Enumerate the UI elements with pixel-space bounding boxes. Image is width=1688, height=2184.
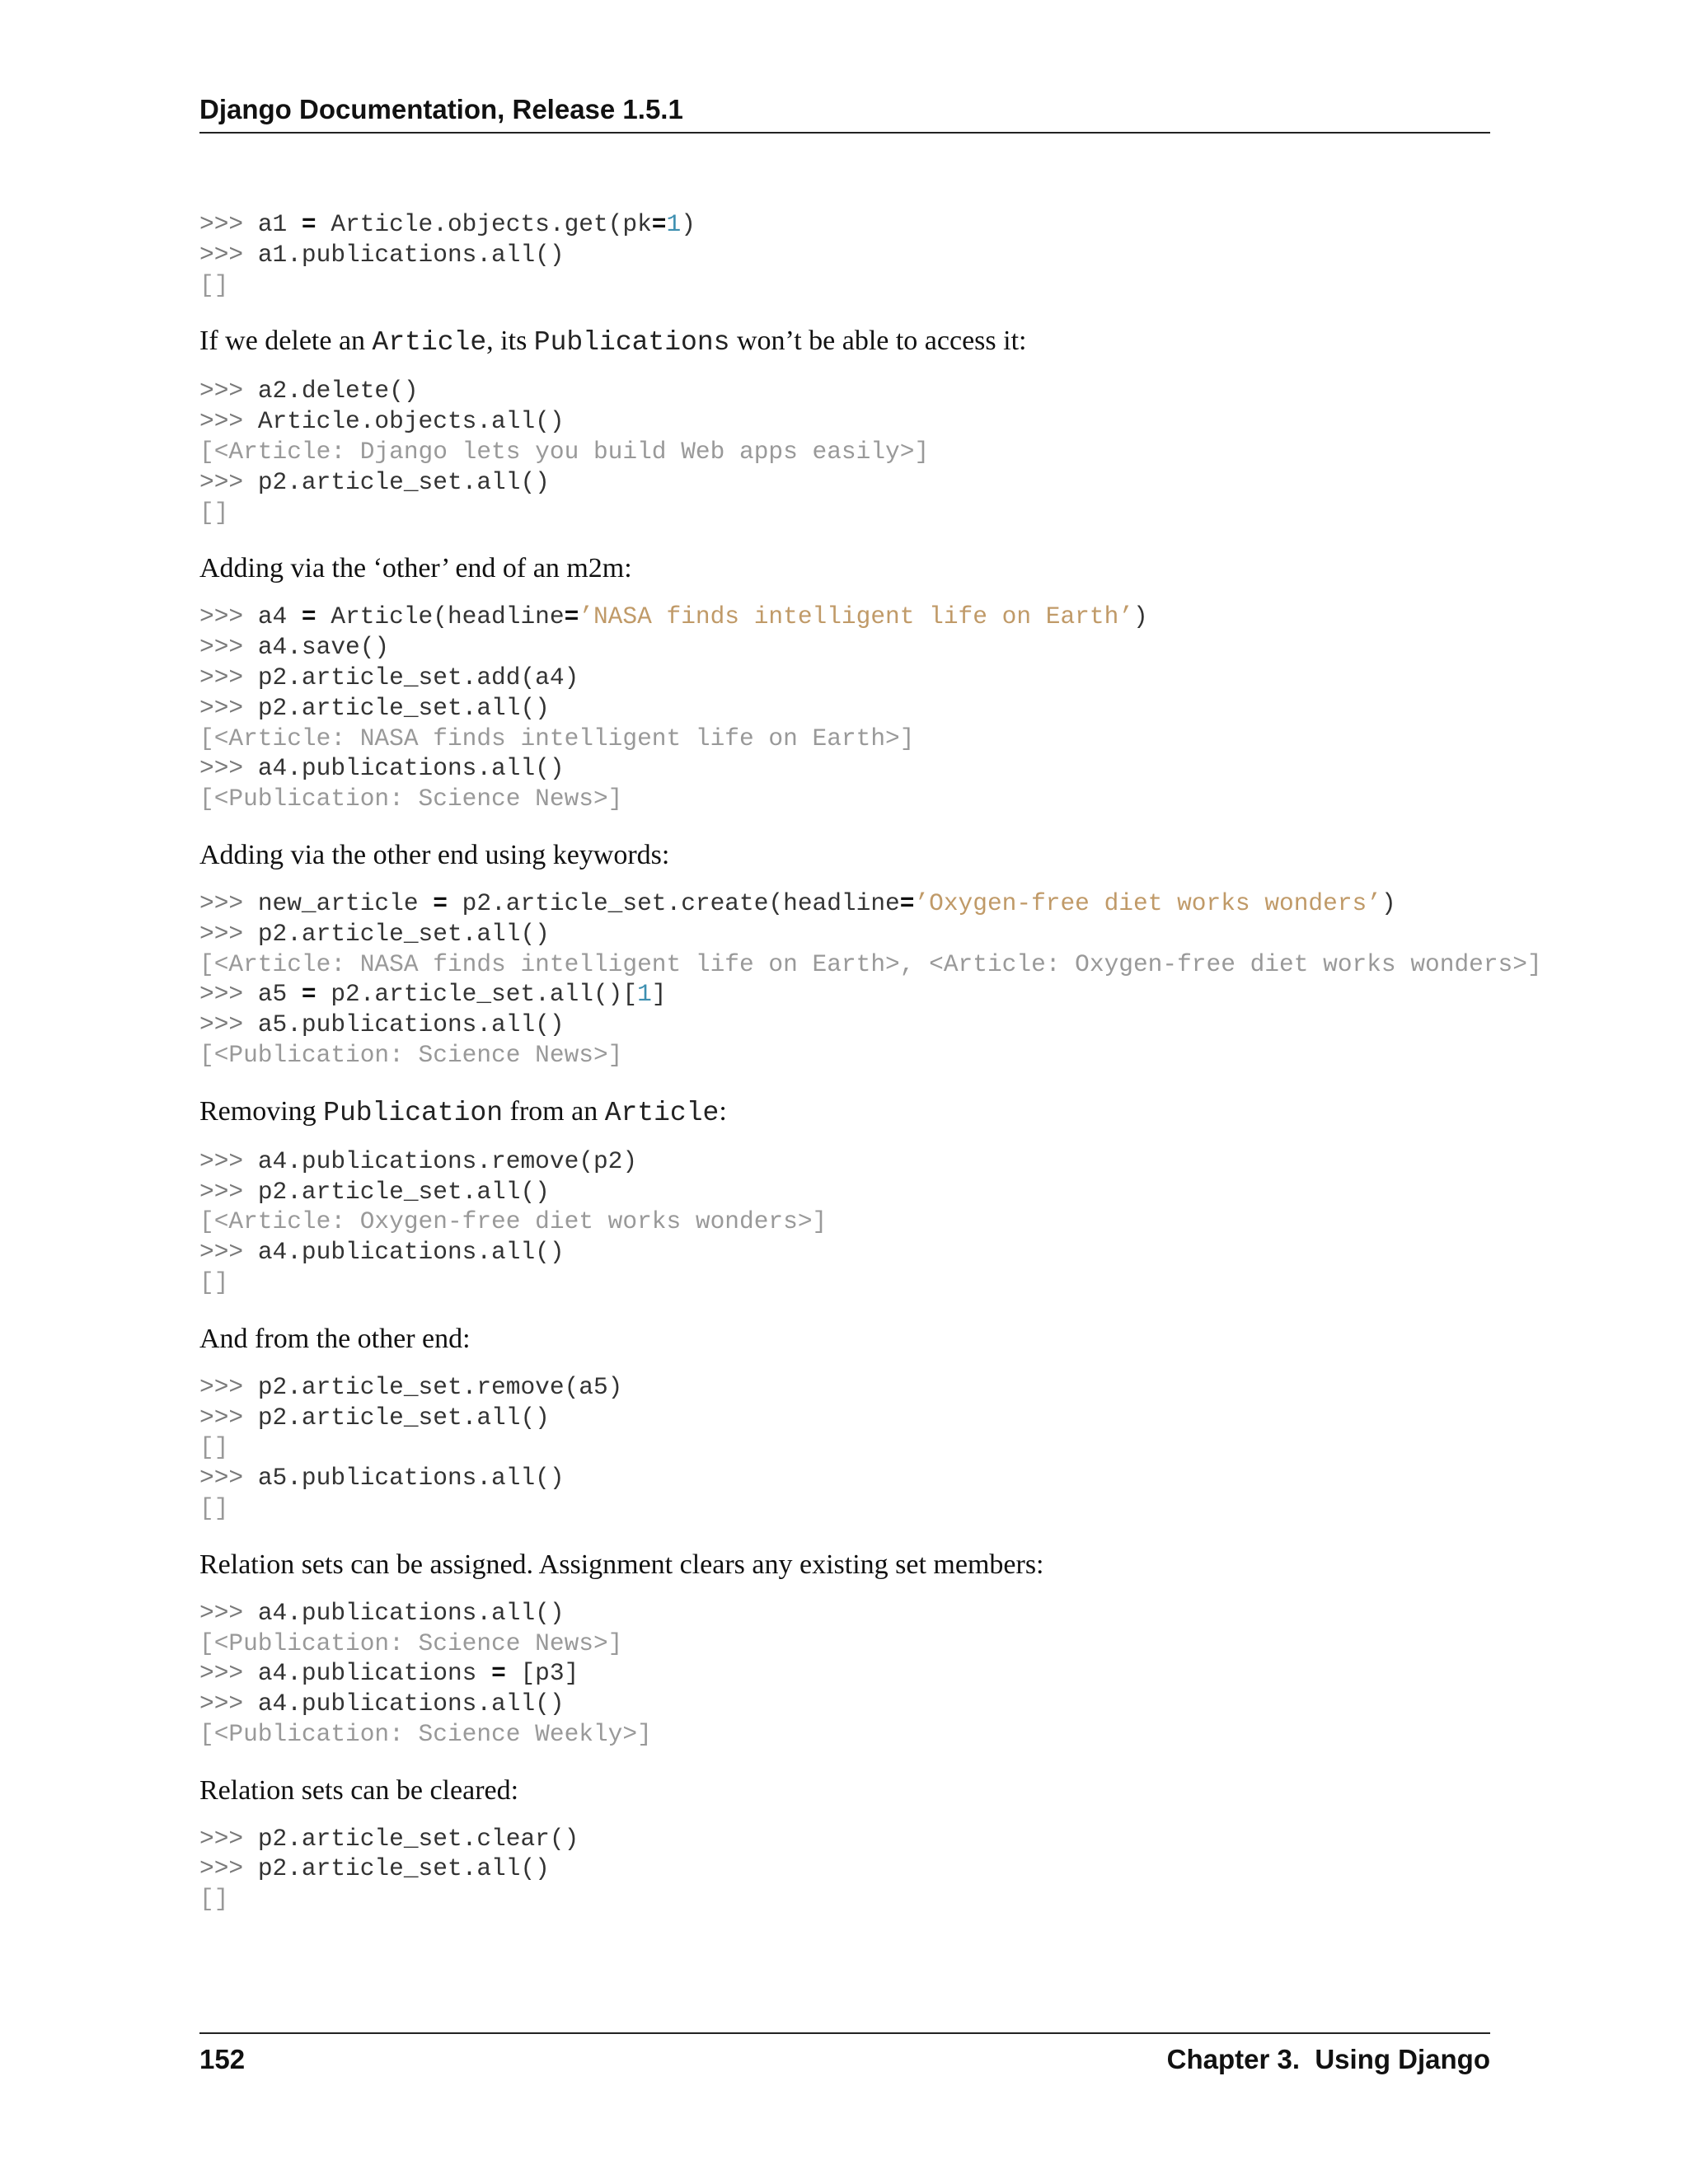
code-line <box>199 632 1551 663</box>
code-text: p2.article_set.remove(a5) <box>257 1372 623 1401</box>
code-line <box>199 1432 1551 1463</box>
code-block <box>199 1146 1551 1298</box>
code-block <box>199 209 1551 300</box>
paragraph <box>199 325 1551 359</box>
code-line <box>199 663 1551 693</box>
prompt-marker: >>> <box>199 377 258 405</box>
code-text: a5.publications.all() <box>257 1464 565 1493</box>
prompt-marker: >>> <box>199 240 258 269</box>
code-block <box>199 888 1551 1071</box>
code-text: Article(headline <box>316 602 565 631</box>
code-block <box>199 1372 1551 1524</box>
output-text: [<Publication: Science News>] <box>199 785 623 813</box>
output-text: [] <box>199 270 229 299</box>
code-line <box>199 1268 1551 1298</box>
output-text: [] <box>199 1268 229 1296</box>
code-text: new_article <box>257 888 434 917</box>
page-number: 152 <box>199 2044 246 2074</box>
prompt-marker: >>> <box>199 407 258 436</box>
document-title: Django Documentation, Release 1.5.1 <box>199 94 683 124</box>
paragraph <box>199 1774 1551 1807</box>
code-line <box>199 1403 1551 1433</box>
number-literal: 1 <box>637 980 652 1009</box>
code-line <box>199 1177 1551 1207</box>
code-line <box>199 602 1551 632</box>
code-line <box>199 1237 1551 1268</box>
paragraph-text: Removing <box>199 1095 324 1127</box>
paragraph <box>199 839 1551 872</box>
code-line <box>199 1824 1551 1854</box>
prompt-marker: >>> <box>199 1824 258 1853</box>
prompt-marker: >>> <box>199 1010 258 1039</box>
code-text: Article.objects.all() <box>257 407 565 436</box>
code-text: a5.publications.all() <box>257 1010 565 1039</box>
code-line <box>199 240 1551 270</box>
operator: = <box>491 1659 506 1688</box>
output-text: [] <box>199 498 229 527</box>
operator: = <box>301 210 316 238</box>
code-line <box>199 406 1551 437</box>
output-text: [] <box>199 1493 229 1522</box>
code-text: a4.publications.all() <box>257 1598 565 1627</box>
code-text: a1.publications.all() <box>257 240 565 269</box>
code-line <box>199 1493 1551 1524</box>
paragraph-text: Relation sets can be cleared: <box>199 1774 519 1806</box>
code-line <box>199 467 1551 498</box>
code-text: p2.article_set.all() <box>257 693 550 722</box>
operator: = <box>301 602 316 631</box>
code-line <box>199 888 1551 919</box>
inline-code: Article <box>604 1097 720 1128</box>
code-text: a2.delete() <box>257 377 419 405</box>
paragraph-text: And from the other end: <box>199 1323 471 1354</box>
operator: = <box>564 602 579 631</box>
code-text: a4 <box>257 602 302 631</box>
string-literal: ’Oxygen-free diet works wonders’ <box>914 888 1381 917</box>
code-line <box>199 437 1551 467</box>
prompt-marker: >>> <box>199 1238 258 1267</box>
code-text: p2.article_set.all() <box>257 1854 550 1883</box>
operator: = <box>899 888 915 917</box>
prompt-marker: >>> <box>199 1854 258 1883</box>
prompt-marker: >>> <box>199 1372 258 1401</box>
prompt-marker: >>> <box>199 1690 258 1718</box>
chapter-title: Chapter 3. Using Django <box>1166 2044 1490 2074</box>
prompt-marker: >>> <box>199 1659 258 1688</box>
output-text: [] <box>199 1433 229 1462</box>
code-text: p2.article_set.all() <box>257 919 550 948</box>
prompt-marker: >>> <box>199 919 258 948</box>
prompt-marker: >>> <box>199 1177 258 1206</box>
prompt-marker: >>> <box>199 980 258 1009</box>
code-block <box>199 1598 1551 1750</box>
code-text: a1 <box>257 210 302 238</box>
code-line <box>199 753 1551 784</box>
paragraph <box>199 552 1551 585</box>
code-line <box>199 949 1551 980</box>
inline-code: Article <box>372 327 487 359</box>
code-text: a4.publications.all() <box>257 754 565 783</box>
code-line <box>199 1658 1551 1689</box>
code-line <box>199 693 1551 724</box>
code-text: a4.publications <box>257 1659 492 1688</box>
prompt-marker: >>> <box>199 1598 258 1627</box>
output-text: [<Publication: Science News>] <box>199 1629 623 1657</box>
number-literal: 1 <box>666 210 682 238</box>
code-line <box>199 1598 1551 1629</box>
page-content <box>199 209 1551 1915</box>
code-block <box>199 1824 1551 1915</box>
running-footer <box>199 2032 1490 2083</box>
code-line <box>199 209 1551 240</box>
prompt-marker: >>> <box>199 754 258 783</box>
operator: = <box>433 888 448 917</box>
code-text: a5 <box>257 980 302 1009</box>
output-text: [<Publication: Science News>] <box>199 1040 623 1069</box>
paragraph-text: Adding via the other end using keywords: <box>199 839 670 870</box>
code-text: ) <box>1381 888 1396 917</box>
prompt-marker: >>> <box>199 1464 258 1493</box>
paragraph-text: , its <box>486 326 534 357</box>
code-line <box>199 1207 1551 1237</box>
prompt-marker: >>> <box>199 602 258 631</box>
code-line <box>199 1854 1551 1884</box>
code-text: a4.publications.remove(p2) <box>257 1146 638 1175</box>
code-line <box>199 270 1551 301</box>
operator: = <box>651 210 667 238</box>
code-line <box>199 1629 1551 1659</box>
code-text: p2.article_set.all() <box>257 467 550 496</box>
inline-code: Publication <box>323 1097 504 1128</box>
code-line <box>199 1010 1551 1040</box>
output-text: [<Publication: Science Weekly>] <box>199 1719 652 1748</box>
code-text: p2.article_set.all() <box>257 1177 550 1206</box>
code-line <box>199 784 1551 814</box>
paragraph <box>199 1323 1551 1356</box>
code-text: a4.save() <box>257 633 390 662</box>
code-line <box>199 1146 1551 1177</box>
paragraph <box>199 1095 1551 1130</box>
code-line <box>199 1372 1551 1403</box>
code-line <box>199 376 1551 406</box>
code-text: p2.article_set.create(headline <box>447 888 900 917</box>
output-text: [] <box>199 1885 229 1914</box>
code-line <box>199 498 1551 528</box>
paragraph-text: Relation sets can be assigned. Assignment clears any existing set members: <box>199 1549 1044 1580</box>
code-text: p2.article_set.all() <box>257 1403 550 1432</box>
paragraph-text: : <box>719 1095 727 1127</box>
output-text: [<Article: Django lets you build Web apps easily>] <box>199 437 930 466</box>
code-line <box>199 979 1551 1010</box>
code-line <box>199 1463 1551 1493</box>
code-line <box>199 724 1551 754</box>
code-text: a4.publications.all() <box>257 1238 565 1267</box>
code-block <box>199 602 1551 814</box>
prompt-marker: >>> <box>199 1146 258 1175</box>
prompt-marker: >>> <box>199 467 258 496</box>
prompt-marker: >>> <box>199 888 258 917</box>
running-header <box>199 92 1490 134</box>
code-text: p2.article_set.all()[ <box>316 980 638 1009</box>
paragraph-text: from an <box>503 1095 605 1127</box>
code-line <box>199 1040 1551 1071</box>
code-line <box>199 1719 1551 1750</box>
paragraph-text: If we delete an <box>199 326 373 357</box>
paragraph-text: won’t be able to access it: <box>729 326 1027 357</box>
paragraph-text: Adding via the ‘other’ end of an m2m: <box>199 553 632 584</box>
code-text: Article.objects.get(pk <box>316 210 652 238</box>
code-text: ) <box>1133 602 1148 631</box>
output-text: [<Article: NASA finds intelligent life on Earth>, <Article: Oxygen-free diet works wonders>] <box>199 949 1542 978</box>
prompt-marker: >>> <box>199 663 258 691</box>
inline-code: Publications <box>533 327 730 359</box>
code-text: a4.publications.all() <box>257 1690 565 1718</box>
code-line <box>199 919 1551 949</box>
code-text: p2.article_set.add(a4) <box>257 663 579 691</box>
output-text: [<Article: Oxygen-free diet works wonders>] <box>199 1207 828 1236</box>
code-text: p2.article_set.clear() <box>257 1824 579 1853</box>
prompt-marker: >>> <box>199 210 258 238</box>
code-text: ) <box>681 210 696 238</box>
output-text: [<Article: NASA finds intelligent life on Earth>] <box>199 724 915 752</box>
prompt-marker: >>> <box>199 693 258 722</box>
prompt-marker: >>> <box>199 633 258 662</box>
paragraph <box>199 1549 1551 1582</box>
string-literal: ’NASA finds intelligent life on Earth’ <box>579 602 1133 631</box>
code-line <box>199 1884 1551 1915</box>
operator: = <box>301 980 316 1009</box>
code-text: [p3] <box>505 1659 579 1688</box>
code-text: ] <box>651 980 667 1009</box>
code-block <box>199 376 1551 527</box>
code-line <box>199 1689 1551 1719</box>
prompt-marker: >>> <box>199 1403 258 1432</box>
